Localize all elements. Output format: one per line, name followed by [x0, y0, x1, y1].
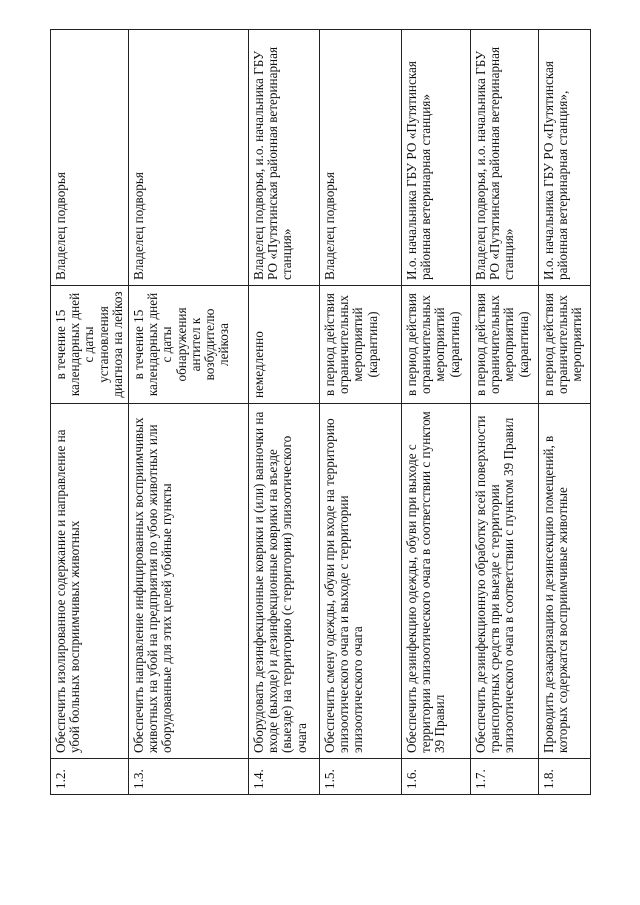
measure-text: Обеспечить дезинфекционную обработку всей поверхности транспортных средств при выезде с территории эпизоотического очага в соответствии с пунктом 39 Правил: [471, 404, 539, 759]
row-number: 1.6.: [402, 759, 471, 795]
row-number: 1.2.: [51, 759, 129, 795]
row-number: 1.4.: [249, 759, 320, 795]
table-row: [402, 30, 471, 795]
table-row: [320, 30, 402, 795]
responsible-text: Владелец подворья: [51, 30, 129, 286]
measure-text: Обеспечить смену одежды, обуви при входе на территорию эпизоотического очага и выходе с территории эпизоотического очага: [320, 404, 402, 759]
deadline-text: в период действия ограничительных мероприятий (карантина): [320, 286, 402, 404]
measure-text: Проводить дезакаризацию и дезинсекцию помещений, в которых содержатся восприимчивые животные: [539, 404, 591, 759]
responsible-text: И.о. начальника ГБУ РО «Путятинская районная ветеринарная станция»: [402, 30, 471, 286]
table-row: [249, 30, 320, 795]
deadline-text: в период действия ограничительных мероприятий (карантина): [471, 286, 539, 404]
responsible-text: Владелец подворья, и.о. начальника ГБУ РО «Путятинская районная ветеринарная станция»: [471, 30, 539, 286]
row-number: 1.3.: [129, 759, 249, 795]
responsible-text: Владелец подворья: [129, 30, 249, 286]
table-row: [129, 30, 249, 795]
measure-text: Обеспечить дезинфекцию одежды, обуви при выходе с территории эпизоотического очага в соответствии с пунктом 39 Правил: [402, 404, 471, 759]
rotated-page: [50, 30, 606, 795]
row-number: 1.7.: [471, 759, 539, 795]
deadline-text: в течение 15 календарных дней с даты обнаружения антител к возбудителю лейкоза: [129, 286, 249, 404]
measure-text: Оборудовать дезинфекционные коврики и (или) ванночки на входе (выходе) и дезинфекционные коврики на въезде (выезде) на территорию (с территории) эпизоотического очага: [249, 404, 320, 759]
deadline-text: в период действия ограничительных мероприятий (карантина): [402, 286, 471, 404]
row-number: 1.8.: [539, 759, 591, 795]
deadline-text: немедленно: [249, 286, 320, 404]
responsible-text: И.о. начальника ГБУ РО «Путятинская районная ветеринарная станция»,: [539, 30, 591, 286]
table-row: [51, 30, 129, 795]
table-row: [539, 30, 591, 795]
measure-text: Обеспечить изолированное содержание и направление на убой больных восприимчивых животных: [51, 404, 129, 759]
table-row: [471, 30, 539, 795]
measures-table: [50, 29, 591, 795]
deadline-text: в период действия ограничительных мероприятий: [539, 286, 591, 404]
responsible-text: Владелец подворья: [320, 30, 402, 286]
deadline-text: в течение 15 календарных дней с даты установления диагноза на лейкоз: [51, 286, 129, 404]
responsible-text: Владелец подворья, и.о. начальника ГБУ РО «Путятинская районная ветеринарная станция»: [249, 30, 320, 286]
measure-text: Обеспечить направление инфицированных восприимчивых животных на убой на предприятия по убою животных или оборудованные для этих целей убойные пункты: [129, 404, 249, 759]
row-number: 1.5.: [320, 759, 402, 795]
